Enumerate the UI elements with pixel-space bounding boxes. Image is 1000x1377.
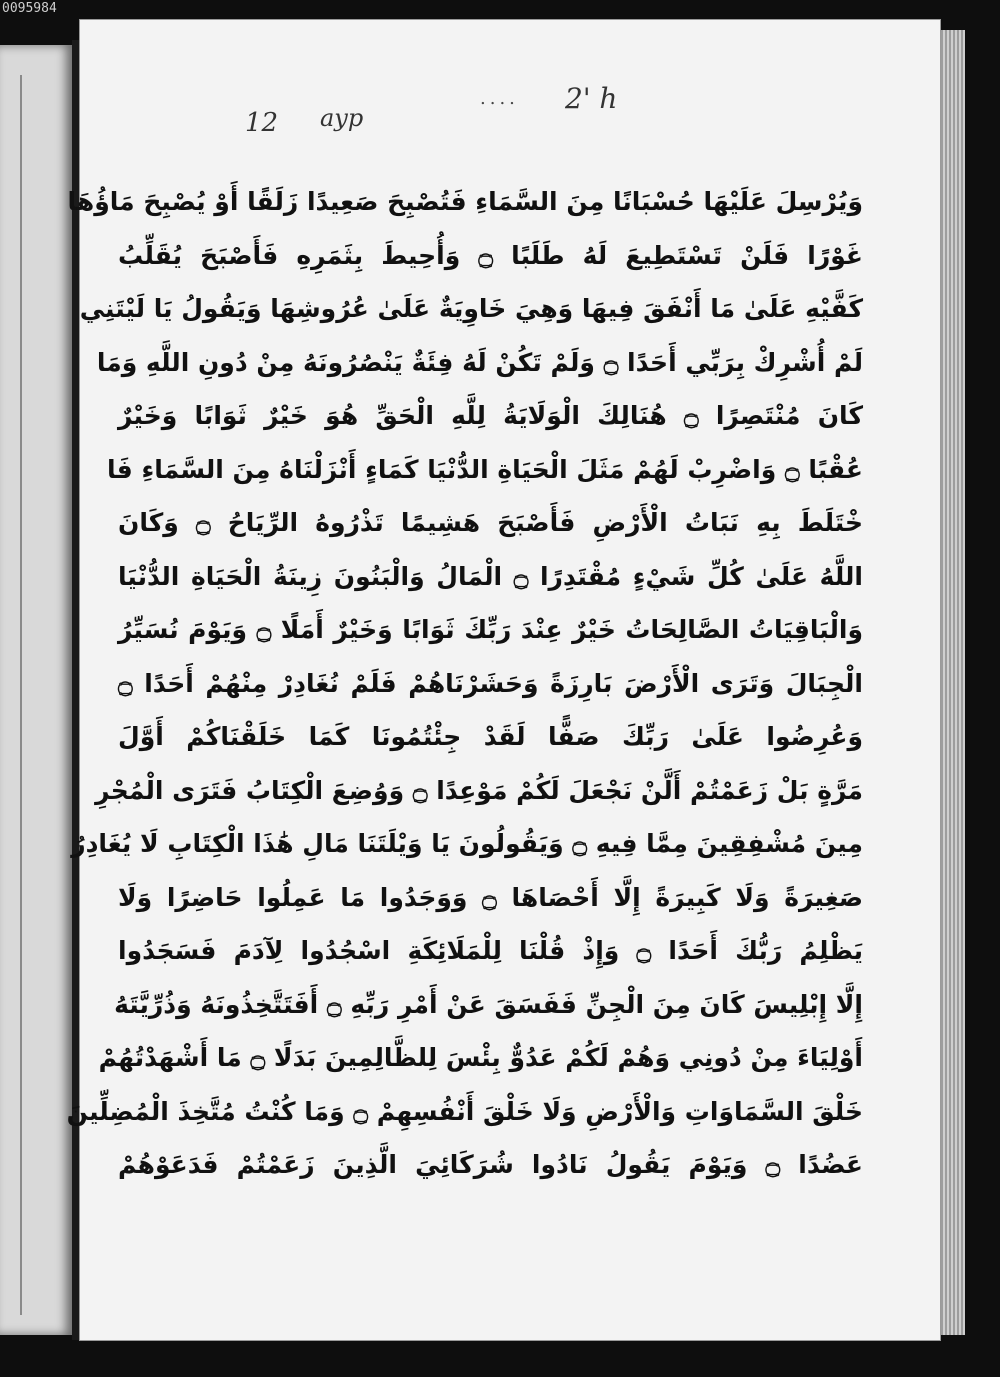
text-line: كَفَّيْهِ عَلَىٰ مَا أَنْفَقَ فِيهَا وَهِيَ خَاوِيَةٌ عَلَىٰ عُرُوشِهَا وَيَقُولُ يَا لَيْتَنِي [79,294,863,323]
left-page-edge [20,75,52,1315]
text-line: خَلْقَ السَّمَاوَاتِ وَالْأَرْضِ وَلَا خَلْقَ أَنْفُسِهِمْ ۝ وَمَا كُنْتُ مُتَّخِذَ الْمُضِلِّينَ [66,1096,863,1126]
pencil-note-left: ayp [320,104,364,132]
manuscript-text [66,175,864,1192]
text-line: أَوْلِيَاءَ مِنْ دُونِي وَهُمْ لَكُمْ عَدُوٌّ بِئْسَ لِلظَّالِمِينَ بَدَلًا ۝ مَا أَشْهَدْتُهُمْ [98,1043,863,1072]
text-line: عَضُدًا ۝ وَيَوْمَ يَقُولُ نَادُوا شُرَكَائِيَ الَّذِينَ زَعَمْتُمْ فَدَعَوْهُمْ [118,1150,863,1179]
text-line: صَغِيرَةً وَلَا كَبِيرَةً إِلَّا أَحْصَاهَا ۝ وَوَجَدُوا مَا عَمِلُوا حَاضِرًا وَلَا [118,882,864,912]
pencil-dots: .... [480,88,519,109]
text-line: خْتَلَطَ بِهِ نَبَاتُ الْأَرْضِ فَأَصْبَحَ هَشِيمًا تَذْرُوهُ الرِّيَاحُ ۝ وَكَانَ [118,508,864,537]
text-line: وَعُرِضُوا عَلَىٰ رَبِّكَ صَفًّا لَقَدْ جِئْتُمُونَا كَمَا خَلَقْنَاكُمْ أَوَّلَ [118,722,863,751]
text-line: اللَّهُ عَلَىٰ كُلِّ شَيْءٍ مُقْتَدِرًا ۝ الْمَالُ وَالْبَنُونَ زِينَةُ الْحَيَاةِ الدُّنْيَا [118,561,863,591]
text-line: مِينَ مُشْفِقِينَ مِمَّا فِيهِ ۝ وَيَقُولُونَ يَا وَيْلَتَنَا مَالِ هَٰذَا الْكِتَابِ لَا يُغَادِرُ [71,829,863,858]
text-line: يَظْلِمُ رَبُّكَ أَحَدًا ۝ وَإِذْ قُلْنَا لِلْمَلَائِكَةِ اسْجُدُوا لِآدَمَ فَسَجَدُوا [118,936,863,965]
scan-id-label: 0095984 [2,1,57,16]
left-page [0,45,72,1335]
folio-number: 12 [245,108,279,138]
text-line: وَالْبَاقِيَاتُ الصَّالِحَاتُ خَيْرٌ عِنْدَ رَبِّكَ ثَوَابًا وَخَيْرٌ أَمَلًا ۝ وَيَوْمَ نُسَيِّرُ [118,615,864,644]
text-line: كَانَ مُنْتَصِرًا ۝ هُنَالِكَ الْوَلَايَةُ لِلَّهِ الْحَقِّ هُوَ خَيْرٌ ثَوَابًا وَخَيْرٌ [118,401,863,430]
text-line: وَيُرْسِلَ عَلَيْهَا حُسْبَانًا مِنَ السَّمَاءِ فَتُصْبِحَ صَعِيدًا زَلَقًا أَوْ يُصْبِحَ مَاؤُهَا [67,187,863,216]
text-line: غَوْرًا فَلَنْ تَسْتَطِيعَ لَهُ طَلَبًا ۝ وَأُحِيطَ بِثَمَرِهِ فَأَصْبَحَ يُقَلِّبُ [118,240,863,270]
text-line: إِلَّا إِبْلِيسَ كَانَ مِنَ الْجِنِّ فَفَسَقَ عَنْ أَمْرِ رَبِّهِ ۝ أَفَتَتَّخِذُونَهُ وَذُرِّيَّتَهُ [114,989,863,1019]
text-line: لَمْ أُشْرِكْ بِرَبِّي أَحَدًا ۝ وَلَمْ تَكُنْ لَهُ فِئَةٌ يَنْصُرُونَهُ مِنْ دُونِ اللَّهِ وَمَا [96,347,863,377]
pencil-note-right: 2' h [565,82,618,115]
text-line: مَرَّةٍ بَلْ زَعَمْتُمْ أَلَّنْ نَجْعَلَ لَكُمْ مَوْعِدًا ۝ وَوُضِعَ الْكِتَابُ فَتَرَى الْمُجْرِ [95,775,863,805]
text-line: الْجِبَالَ وَتَرَى الْأَرْضَ بَارِزَةً وَحَشَرْنَاهُمْ فَلَمْ نُغَادِرْ مِنْهُمْ أَحَدًا ۝ [118,668,863,698]
text-line: عُقْبًا ۝ وَاضْرِبْ لَهُمْ مَثَلَ الْحَيَاةِ الدُّنْيَا كَمَاءٍ أَنْزَلْنَاهُ مِنَ السَّمَاءِ فَا [107,454,863,484]
